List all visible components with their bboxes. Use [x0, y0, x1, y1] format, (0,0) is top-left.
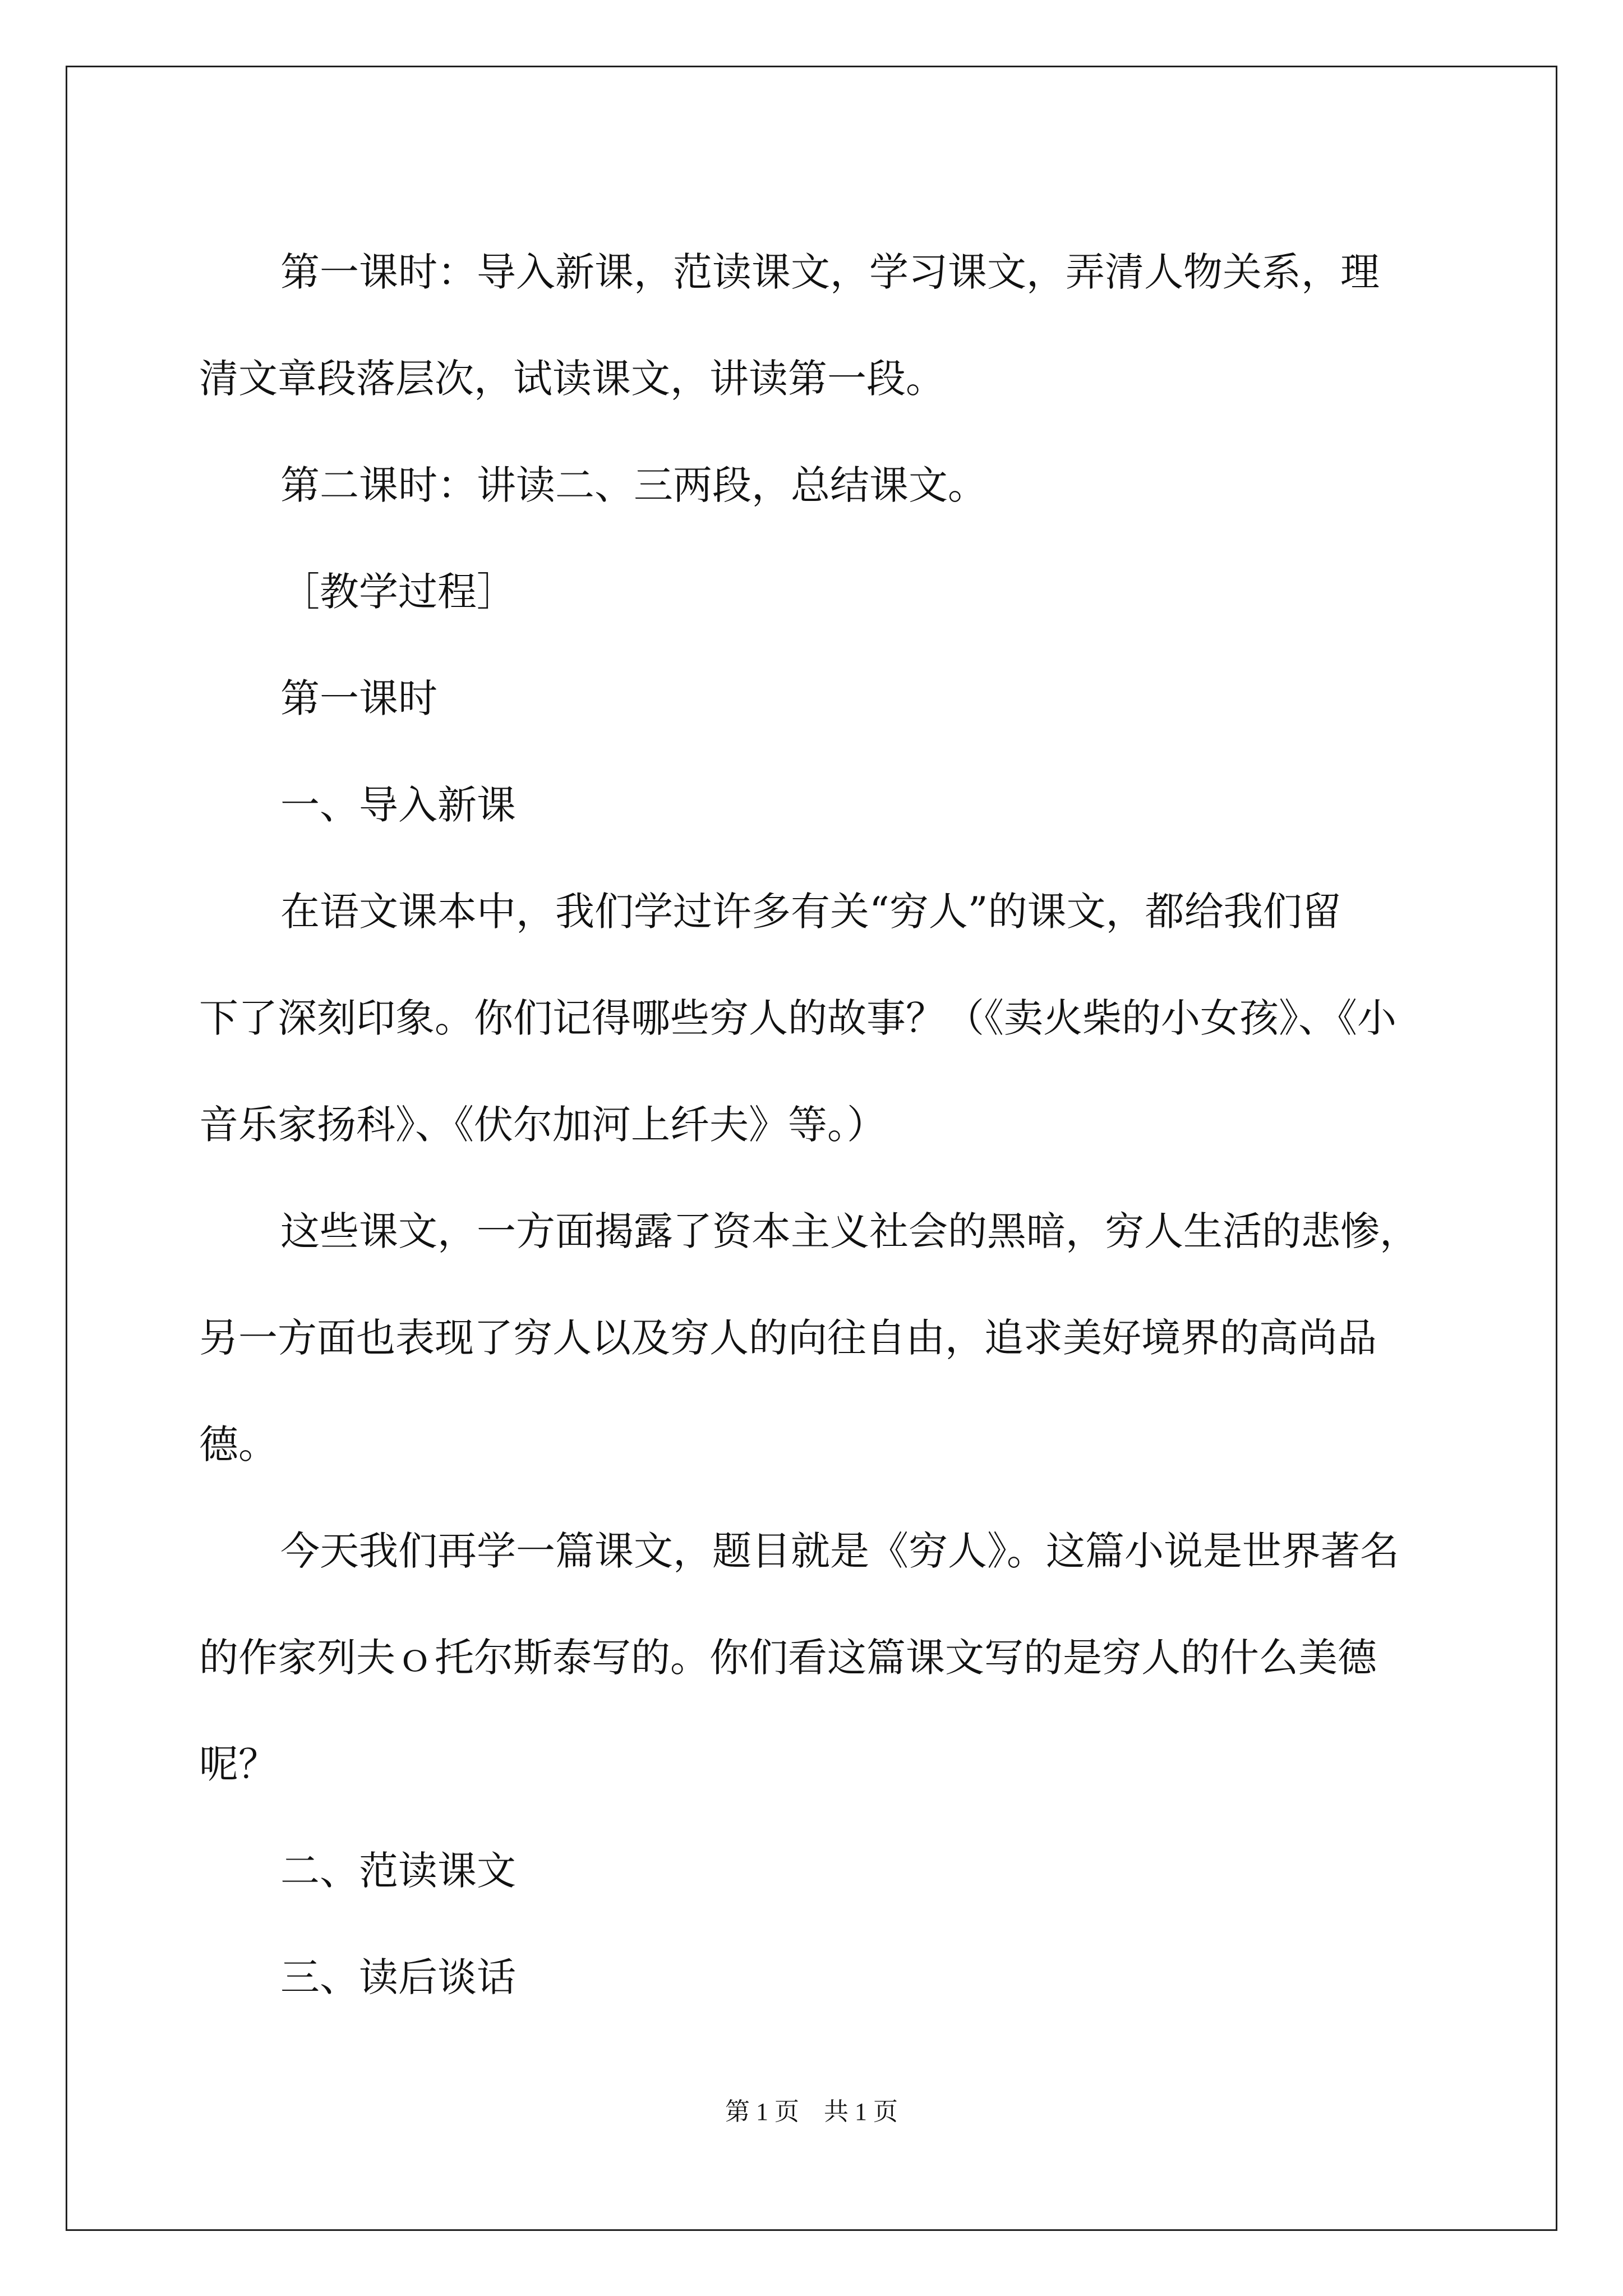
- paragraph-line: 清文章段落层次，试读课文，讲读第一段。: [199, 356, 945, 402]
- section-heading: 第一课时: [280, 675, 437, 721]
- section-heading: 二、范读课文: [280, 1848, 516, 1894]
- document-body: [199, 219, 1438, 2031]
- paragraph-line: 下了深刻印象。你们记得哪些穷人的故事？（《卖火柴的小女孩》、《小: [199, 995, 1396, 1041]
- paragraph-line: 的作家列夫ｏ托尔斯泰写的。你们看这篇课文写的是穷人的什么美德: [199, 1635, 1377, 1681]
- section-heading: ［教学过程］: [280, 569, 516, 615]
- paragraph-line: 这些课文，一方面揭露了资本主义社会的黑暗，穷人生活的悲惨，: [280, 1208, 1419, 1254]
- paragraph-line: 德。: [199, 1421, 278, 1467]
- paragraph-line: 今天我们再学一篇课文，题目就是《穷人》。这篇小说是世界著名: [280, 1528, 1399, 1574]
- paragraph-line: 在语文课本中，我们学过许多有关“穷人”的课文，都给我们留: [280, 889, 1341, 935]
- paragraph-line: 音乐家扬科》、《伏尔加河上纤夫》等。）: [199, 1102, 886, 1148]
- section-heading: 一、导入新课: [280, 782, 516, 828]
- paragraph-line: 呢？: [199, 1741, 278, 1787]
- section-heading: 三、读后谈话: [280, 1954, 516, 2000]
- page-number-footer: 第 1 页 共 1 页: [725, 2098, 898, 2125]
- paragraph-line: 第二课时：讲读二、三两段，总结课文。: [280, 462, 987, 508]
- paragraph-line: 另一方面也表现了穷人以及穷人的向往自由，追求美好境界的高尚品: [199, 1315, 1377, 1361]
- paragraph-line: 第一课时：导入新课，范读课文，学习课文，弄清人物关系，理: [280, 249, 1380, 295]
